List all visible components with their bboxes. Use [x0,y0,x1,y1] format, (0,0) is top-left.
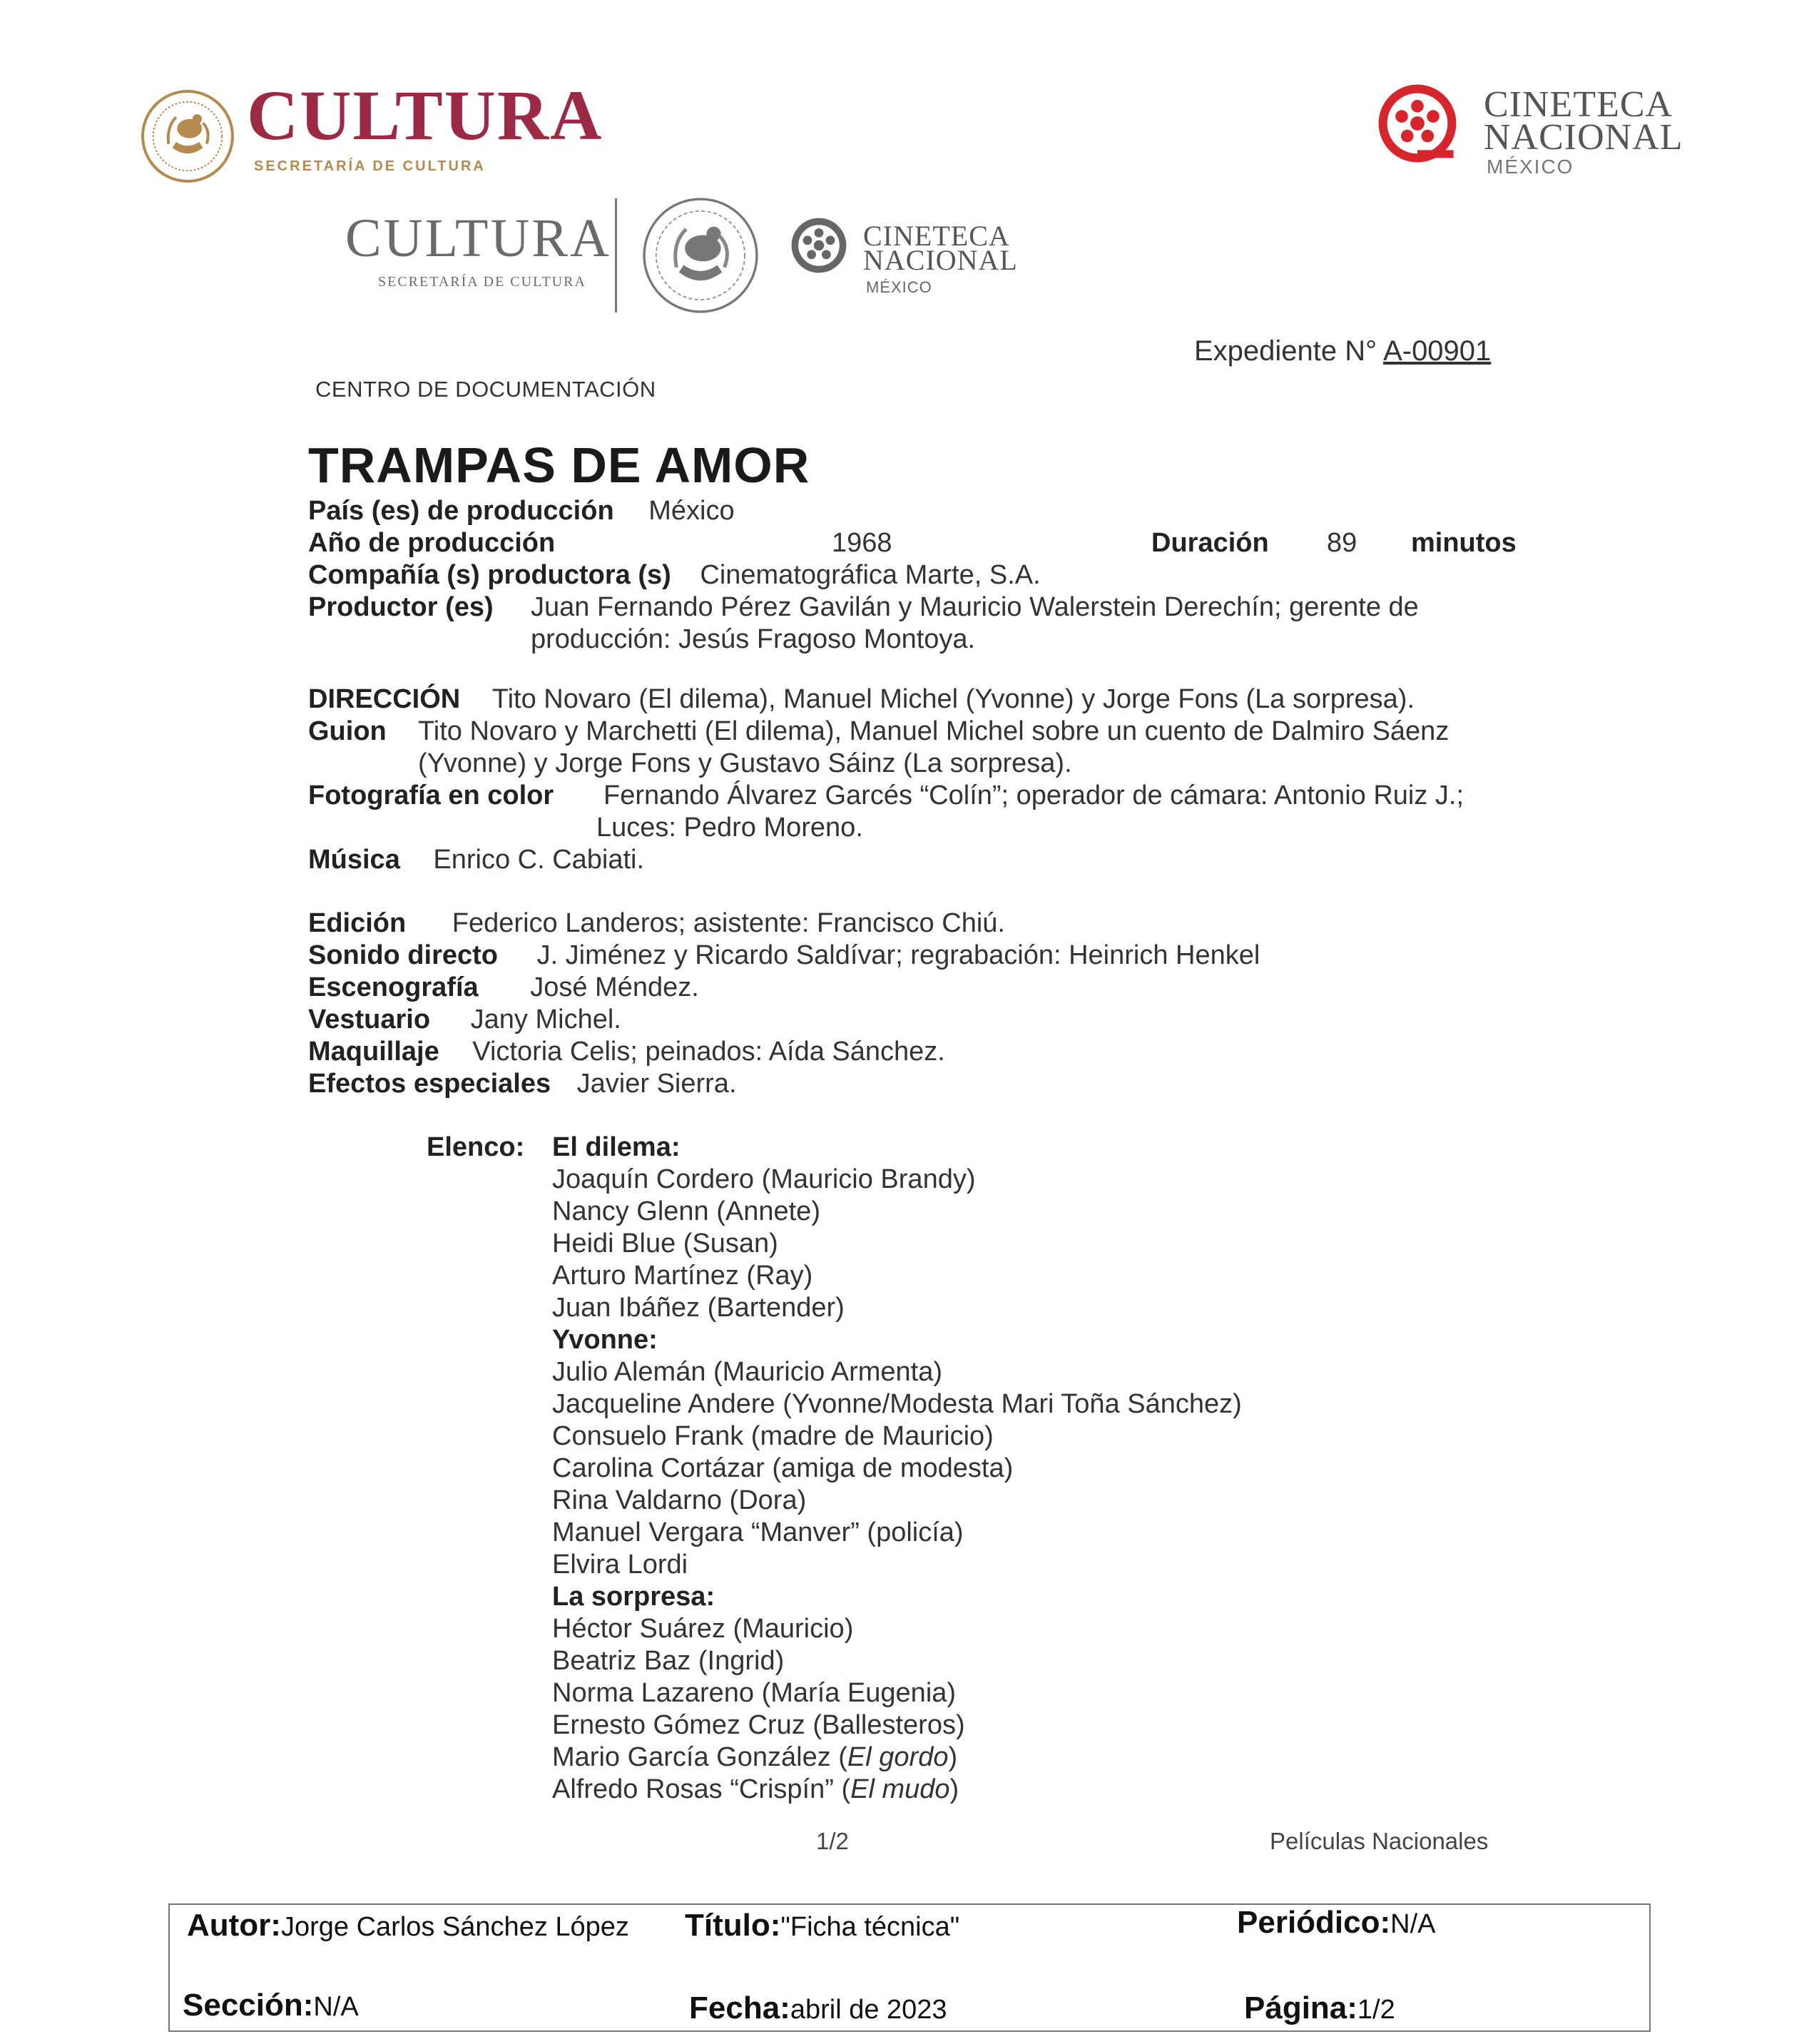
film-reel-icon [790,217,847,274]
meta-autor [187,1908,629,1943]
film-title: TRAMPAS DE AMOR [308,437,810,493]
efectos-value: Javier Sierra. [576,1069,737,1099]
meta-seccion-value: N/A [313,1992,359,2022]
doc-cineteca-line-1: CINETECA [863,220,1010,252]
cineteca-line-2: NACIONAL [1484,117,1683,158]
duracion-label: Duración [1151,528,1269,558]
cast-member [552,1742,1242,1774]
fotografia-value-line-2: Luces: Pedro Moreno. [596,813,863,843]
efectos-label: Efectos especiales [308,1069,551,1099]
document-section: Películas Nacionales [1270,1828,1489,1854]
meta-periodico [1237,1905,1436,1941]
cast-member: Heidi Blue (Susan) [552,1229,778,1259]
expediente-label: Expediente N° [1194,335,1377,367]
vestuario-row [308,1004,621,1036]
cast-member: Joaquín Cordero (Mauricio Brandy) [552,1164,976,1194]
fotografia-label: Fotografía en color [308,781,554,810]
meta-fecha-value: abril de 2023 [790,1995,947,2025]
cast-member: Consuelo Frank (madre de Mauricio) [552,1421,994,1451]
cast-group-title: La sorpresa: [552,1582,715,1612]
cast-member: Manuel Vergara “Manver” (policía) [552,1517,964,1547]
sonido-label: Sonido directo [308,940,498,970]
cineteca-line-1: CINETECA [1484,84,1673,125]
escenografia-value: José Méndez. [530,972,699,1002]
cast-text: ) [948,1742,958,1772]
document-page-number: 1/2 [816,1828,849,1854]
direccion-label: DIRECCIÓN [308,684,461,714]
meta-pagina [1244,1990,1395,2026]
doc-cultura-logo-subtitle: SECRETARÍA DE CULTURA [378,274,586,290]
musica-label: Música [308,845,400,875]
meta-periodico-label: Periódico: [1237,1905,1391,1940]
cast-member: Jacqueline Andere (Yvonne/Modesta Mari Toña Sánchez) [552,1389,1242,1419]
efectos-row [308,1068,737,1100]
edicion-row [308,907,1005,940]
fotografia-value-line-1: Fernando Álvarez Garcés “Colín”; operador de cámara: Antonio Ruiz J.; [603,781,1464,810]
meta-seccion-label: Sección: [183,1988,314,2023]
doc-cineteca-logo-text [863,220,1018,276]
meta-pagina-value: 1/2 [1357,1995,1395,2025]
cast-member [552,1774,1242,1806]
cast-group-title: Yvonne: [552,1325,658,1355]
mexican-coat-of-arms-icon [641,195,760,315]
productor-value-line-2: producción: Jesús Fragoso Montoya. [531,624,976,654]
cast-member: Beatriz Baz (Ingrid) [552,1646,785,1676]
meta-periodico-value: N/A [1390,1909,1436,1939]
film-reel-icon [1378,84,1457,163]
elenco-label: Elenco: [427,1132,525,1162]
guion-label: Guion [308,716,387,746]
pais-label: País (es) de producción [308,496,614,526]
escenografia-label: Escenografía [308,972,479,1002]
doc-cultura-logo-word: CULTURA [345,208,611,268]
maquillaje-value: Victoria Celis; peinados: Aída Sánchez. [472,1037,945,1067]
cast-member: Ernesto Gómez Cruz (Ballesteros) [552,1710,965,1740]
productor-label: Productor (es) [308,592,494,622]
edicion-label: Edición [308,908,407,938]
anio-value: 1968 [832,528,892,558]
guion-value-line-1: Tito Novaro y Marchetti (El dilema), Manuel Michel sobre un cuento de Dalmiro Sáenz [418,716,1449,746]
department-heading: CENTRO DE DOCUMENTACIÓN [315,377,656,402]
duracion-value: 89 [1327,528,1357,558]
cultura-logo-subtitle: SECRETARÍA DE CULTURA [254,158,486,174]
direccion-value: Tito Novaro (El dilema), Manuel Michel (Yvonne) y Jorge Fons (La sorpresa). [491,684,1415,714]
pais-row [308,495,735,527]
vestuario-value: Jany Michel. [470,1005,621,1034]
escenografia-row [308,972,699,1004]
cineteca-logo-text [1484,84,1683,158]
cultura-logo-word: CULTURA [247,76,603,155]
meta-seccion [183,1988,359,2023]
duracion-unit: minutos [1411,528,1517,558]
cast-member: Arturo Martínez (Ray) [552,1261,813,1291]
cast-member: Héctor Suárez (Mauricio) [552,1614,854,1644]
meta-titulo-label: Título: [685,1908,781,1943]
musica-row [308,844,644,876]
guion-value-line-2: (Yvonne) y Jorge Fons y Gustavo Sáinz (La sorpresa). [418,748,1072,778]
cast-member: Elvira Lordi [552,1550,688,1580]
meta-autor-label: Autor: [187,1908,281,1943]
cast-text: Mario García González ( [552,1742,847,1772]
compania-value: Cinematográfica Marte, S.A. [700,560,1041,590]
doc-cineteca-line-2: NACIONAL [863,244,1018,276]
cast-group-title: El dilema: [552,1132,681,1162]
cast-text: ) [949,1774,959,1804]
cast-role-italic: El mudo [850,1774,950,1804]
expediente-number [1194,335,1491,367]
sonido-value: J. Jiménez y Ricardo Saldívar; regrabación: Heinrich Henkel [536,940,1260,970]
coat-of-arms-icon [140,88,235,184]
meta-titulo [685,1908,959,1943]
direccion-row [308,683,1415,716]
meta-fecha [689,1990,947,2026]
logo-divider [615,198,617,312]
cast-list [552,1132,1242,1806]
cast-member: Nancy Glenn (Annete) [552,1196,820,1226]
meta-fecha-label: Fecha: [689,1990,790,2025]
cast-member: Carolina Cortázar (amiga de modesta) [552,1453,1014,1483]
cast-member: Rina Valdarno (Dora) [552,1485,807,1515]
cast-role-italic: El gordo [847,1742,949,1772]
meta-autor-value: Jorge Carlos Sánchez López [280,1912,629,1942]
compania-label: Compañía (s) productora (s) [308,560,671,590]
vestuario-label: Vestuario [308,1005,431,1034]
pais-value: México [648,496,735,526]
maquillaje-label: Maquillaje [308,1037,439,1067]
anio-label: Año de producción [308,528,556,558]
sonido-row [308,940,1260,972]
cast-member: Julio Alemán (Mauricio Armenta) [552,1357,942,1387]
expediente-value: A-00901 [1383,335,1492,367]
cineteca-country: MÉXICO [1487,156,1574,178]
edicion-value: Federico Landeros; asistente: Francisco Chiú. [452,908,1005,938]
compania-row [308,559,1041,591]
cast-member: Juan Ibáñez (Bartender) [552,1293,845,1323]
doc-cineteca-country: MÉXICO [866,278,932,296]
meta-titulo-value: "Ficha técnica" [780,1912,960,1942]
musica-value: Enrico C. Cabiati. [433,845,645,875]
cast-member: Norma Lazareno (María Eugenia) [552,1678,957,1708]
maquillaje-row [308,1036,945,1068]
productor-value-line-1: Juan Fernando Pérez Gavilán y Mauricio Walerstein Derechín; gerente de [531,592,1419,622]
cast-text: Alfredo Rosas “Crispín” ( [552,1774,851,1804]
meta-pagina-label: Página: [1244,1990,1357,2025]
